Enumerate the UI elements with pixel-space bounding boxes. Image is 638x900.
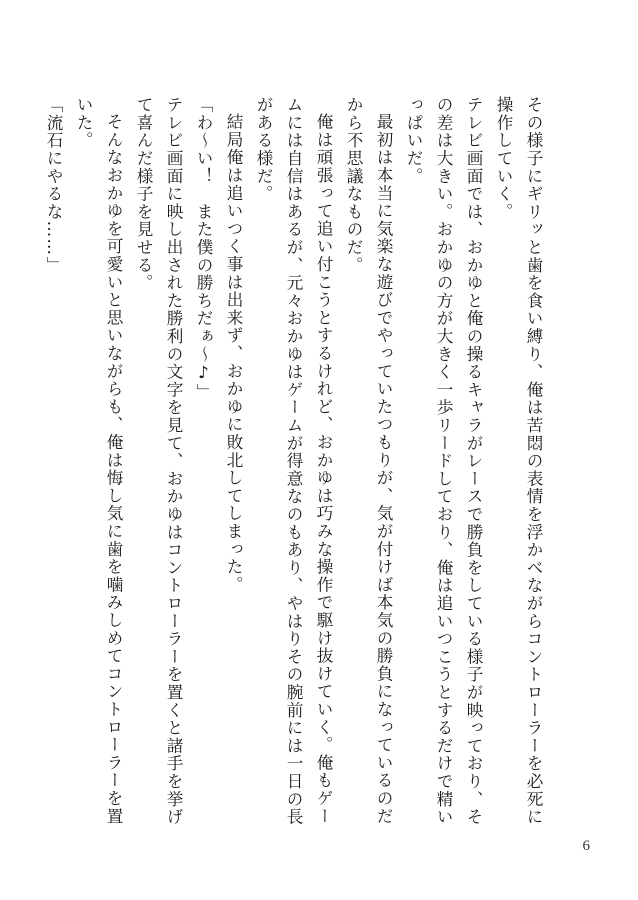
paragraph-1: その様子にギリッと歯を食い縛り、俺は苦悶の表情を浮かべながらコントローラーを必死に操作していく。 <box>494 96 543 826</box>
page-number: 6 <box>582 838 590 854</box>
paragraph-4: 俺は頑張って追い付こうとするけれど、おかゆは巧みな操作で駆け抜けていく。俺もゲームには自信はあるが、元々おかゆはゲームが得意なのもあり、やはりその腕前には一日の長がある様だ。 <box>254 96 333 826</box>
paragraph-2: テレビ画面では、おかゆと俺の操るキャラがレースで勝負をしている様子が映っており、その差は大きい。おかゆの方が大きく一歩リードしており、俺は追いつこうとするだけで精いっぱいだ。 <box>404 96 483 826</box>
paragraph-6-dialogue: 「わ〜い！ また僕の勝ちだぁ〜♪」 <box>194 96 213 401</box>
paragraph-5: 結局俺は追いつく事は出来ず、おかゆに敗北してしまった。 <box>224 112 243 594</box>
paragraph-3: 最初は本当に気楽な遊びでやっていたつもりが、気が付けば本気の勝負になっているのだから不思議なものだ。 <box>344 96 393 825</box>
paragraph-9-dialogue: 「流石にやるな……」 <box>44 96 63 274</box>
paragraph-7: テレビ画面に映し出された勝利の文字を見て、おかゆはコントローラーを置くと諸手を挙げて喜んだ様子を見せる。 <box>134 96 183 826</box>
paragraph-8: そんなおかゆを可愛いと思いながらも、俺は悔し気に歯を噛みしめてコントローラーを置いた。 <box>74 96 123 825</box>
vertical-body-text <box>44 96 548 836</box>
